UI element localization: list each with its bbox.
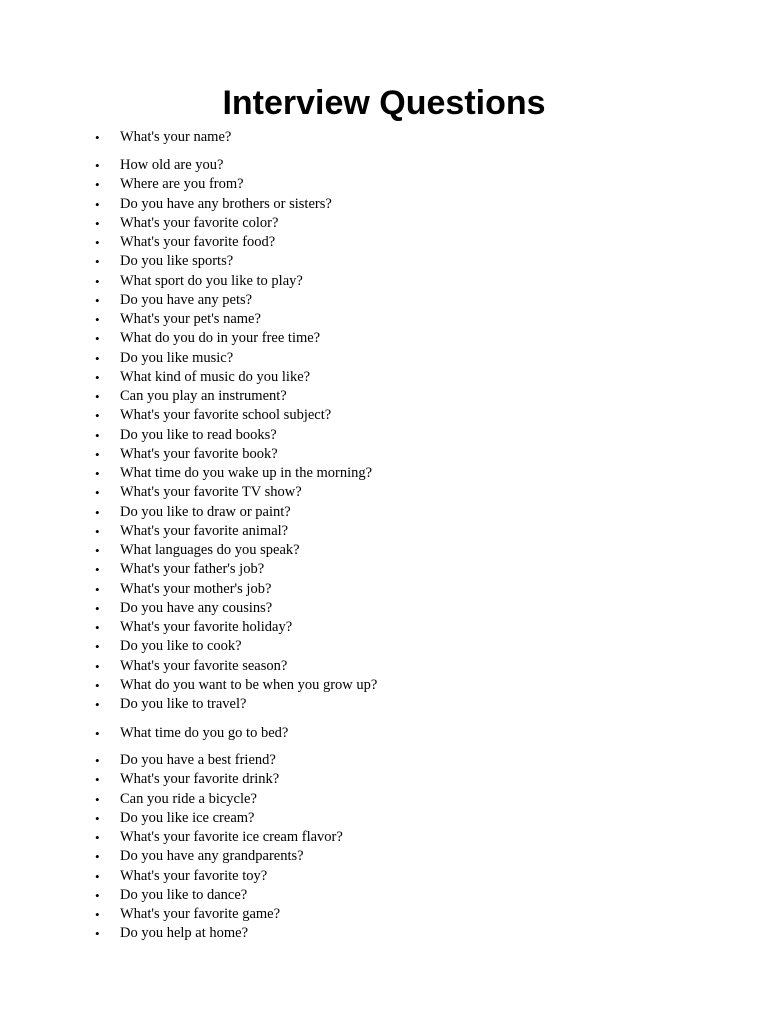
- list-item: [0, 368, 768, 387]
- list-item: [0, 214, 768, 233]
- list-item: [0, 426, 768, 445]
- question-text: What's your favorite animal?: [120, 522, 289, 539]
- bullet-icon: •: [95, 235, 100, 250]
- list-item: [0, 657, 768, 676]
- list-item: [0, 272, 768, 291]
- question-text: Do you like to dance?: [120, 886, 248, 903]
- question-text: Do you like music?: [120, 349, 234, 366]
- list-item: [0, 483, 768, 502]
- list-item: [0, 724, 768, 743]
- list-item: [0, 464, 768, 483]
- list-item: [0, 128, 768, 147]
- bullet-icon: •: [95, 562, 100, 578]
- list-item: [0, 886, 768, 905]
- question-text: Do you like to read books?: [120, 426, 277, 443]
- question-text: What's your favorite book?: [120, 445, 278, 462]
- question-text: What's your favorite drink?: [120, 771, 280, 788]
- bullet-icon: •: [95, 600, 100, 616]
- bullet-icon: •: [95, 887, 100, 903]
- question-text: What's your name?: [120, 129, 232, 145]
- bullet-icon: •: [95, 523, 100, 539]
- question-text: What do you do in your free time?: [120, 330, 321, 347]
- bullet-icon: •: [95, 810, 100, 826]
- bullet-icon: •: [95, 772, 100, 788]
- question-text: What's your favorite season?: [120, 657, 288, 674]
- question-text: What's your pet's name?: [120, 311, 261, 327]
- bullet-icon: •: [95, 791, 100, 807]
- list-item: [0, 790, 768, 809]
- bullet-icon: •: [95, 446, 100, 462]
- list-item: [0, 522, 768, 541]
- bullet-icon: •: [95, 581, 100, 597]
- bullet-icon: •: [95, 466, 100, 481]
- bullet-icon: •: [95, 504, 100, 520]
- question-text: Do you have a best friend?: [120, 752, 276, 768]
- bullet-icon: •: [95, 427, 100, 443]
- bullet-icon: •: [95, 215, 100, 231]
- question-text: What's your favorite color?: [120, 214, 279, 231]
- question-text: What do you want to be when you grow up?: [120, 676, 378, 693]
- bullet-icon: •: [95, 868, 100, 884]
- list-item: [0, 406, 768, 425]
- question-text: Do you like to travel?: [120, 696, 247, 712]
- question-text: What's your favorite TV show?: [120, 484, 302, 501]
- bullet-icon: •: [95, 254, 100, 270]
- bullet-icon: •: [95, 196, 100, 212]
- question-text: Do you like sports?: [120, 253, 234, 270]
- bullet-icon: •: [95, 389, 100, 404]
- list-item: [0, 233, 768, 252]
- list-item: [0, 310, 768, 329]
- list-item: [0, 751, 768, 770]
- list-item: [0, 329, 768, 348]
- bullet-icon: •: [95, 350, 100, 366]
- bullet-icon: •: [95, 658, 100, 674]
- bullet-icon: •: [95, 639, 100, 655]
- list-item: [0, 618, 768, 637]
- bullet-icon: •: [95, 369, 100, 385]
- question-text: Do you like to draw or paint?: [120, 503, 291, 520]
- question-text: Do you have any cousins?: [120, 599, 273, 616]
- question-text: What languages do you speak?: [120, 542, 300, 558]
- question-text: Where are you from?: [120, 176, 244, 193]
- bullet-icon: •: [95, 697, 100, 712]
- question-text: What's your favorite holiday?: [120, 619, 293, 635]
- list-item: [0, 637, 768, 656]
- question-text: Can you ride a bicycle?: [120, 790, 257, 807]
- question-text: What time do you wake up in the morning?: [120, 465, 373, 481]
- list-item: [0, 252, 768, 271]
- bullet-icon: •: [95, 485, 100, 501]
- question-text: What's your favorite toy?: [120, 867, 268, 884]
- question-text: What's your father's job?: [120, 561, 265, 578]
- bullet-icon: •: [95, 273, 100, 289]
- bullet-icon: •: [95, 331, 100, 347]
- list-item: [0, 676, 768, 695]
- list-item: [0, 349, 768, 368]
- bullet-icon: •: [95, 830, 100, 845]
- question-text: What's your favorite school subject?: [120, 407, 332, 424]
- bullet-icon: •: [95, 158, 100, 173]
- question-text: Can you play an instrument?: [120, 388, 287, 404]
- list-item: [0, 599, 768, 618]
- list-item: [0, 828, 768, 847]
- question-text: What time do you go to bed?: [120, 725, 289, 741]
- list-item: [0, 695, 768, 714]
- question-text: What kind of music do you like?: [120, 368, 311, 385]
- bullet-icon: •: [95, 726, 100, 741]
- list-item: [0, 809, 768, 828]
- list-item: [0, 580, 768, 599]
- question-text: What's your favorite game?: [120, 906, 281, 922]
- question-text: How old are you?: [120, 157, 224, 173]
- page-title: Interview Questions: [222, 84, 546, 122]
- bullet-icon: •: [95, 408, 100, 424]
- bullet-icon: •: [95, 543, 100, 558]
- list-item: [0, 847, 768, 866]
- bullet-icon: •: [95, 926, 100, 942]
- list-item: [0, 770, 768, 789]
- bullet-icon: •: [95, 292, 100, 308]
- bullet-icon: •: [95, 312, 100, 327]
- list-item: [0, 291, 768, 310]
- bullet-icon: •: [95, 849, 100, 865]
- list-item: [0, 503, 768, 522]
- list-item: [0, 541, 768, 560]
- list-item: [0, 156, 768, 175]
- list-item: [0, 175, 768, 194]
- question-text: What sport do you like to play?: [120, 272, 303, 289]
- question-text: Do you help at home?: [120, 925, 249, 942]
- list-item: [0, 387, 768, 406]
- list-item: [0, 905, 768, 924]
- bullet-icon: •: [95, 677, 100, 693]
- list-item: [0, 560, 768, 579]
- question-text: Do you have any pets?: [120, 291, 253, 308]
- bullet-icon: •: [95, 130, 100, 145]
- list-item: [0, 195, 768, 214]
- question-text: Do you have any brothers or sisters?: [120, 195, 332, 212]
- question-text: What's your favorite ice cream flavor?: [120, 829, 343, 845]
- question-text: Do you have any grandparents?: [120, 848, 304, 865]
- bullet-icon: •: [95, 907, 100, 922]
- list-item: [0, 867, 768, 886]
- bullet-icon: •: [95, 753, 100, 768]
- bullet-icon: •: [95, 620, 100, 635]
- question-text: Do you like to cook?: [120, 638, 242, 655]
- question-text: Do you like ice cream?: [120, 809, 255, 826]
- bullet-icon: •: [95, 177, 100, 193]
- list-item: [0, 924, 768, 943]
- list-item: [0, 445, 768, 464]
- question-text: What's your favorite food?: [120, 234, 276, 250]
- question-text: What's your mother's job?: [120, 580, 272, 597]
